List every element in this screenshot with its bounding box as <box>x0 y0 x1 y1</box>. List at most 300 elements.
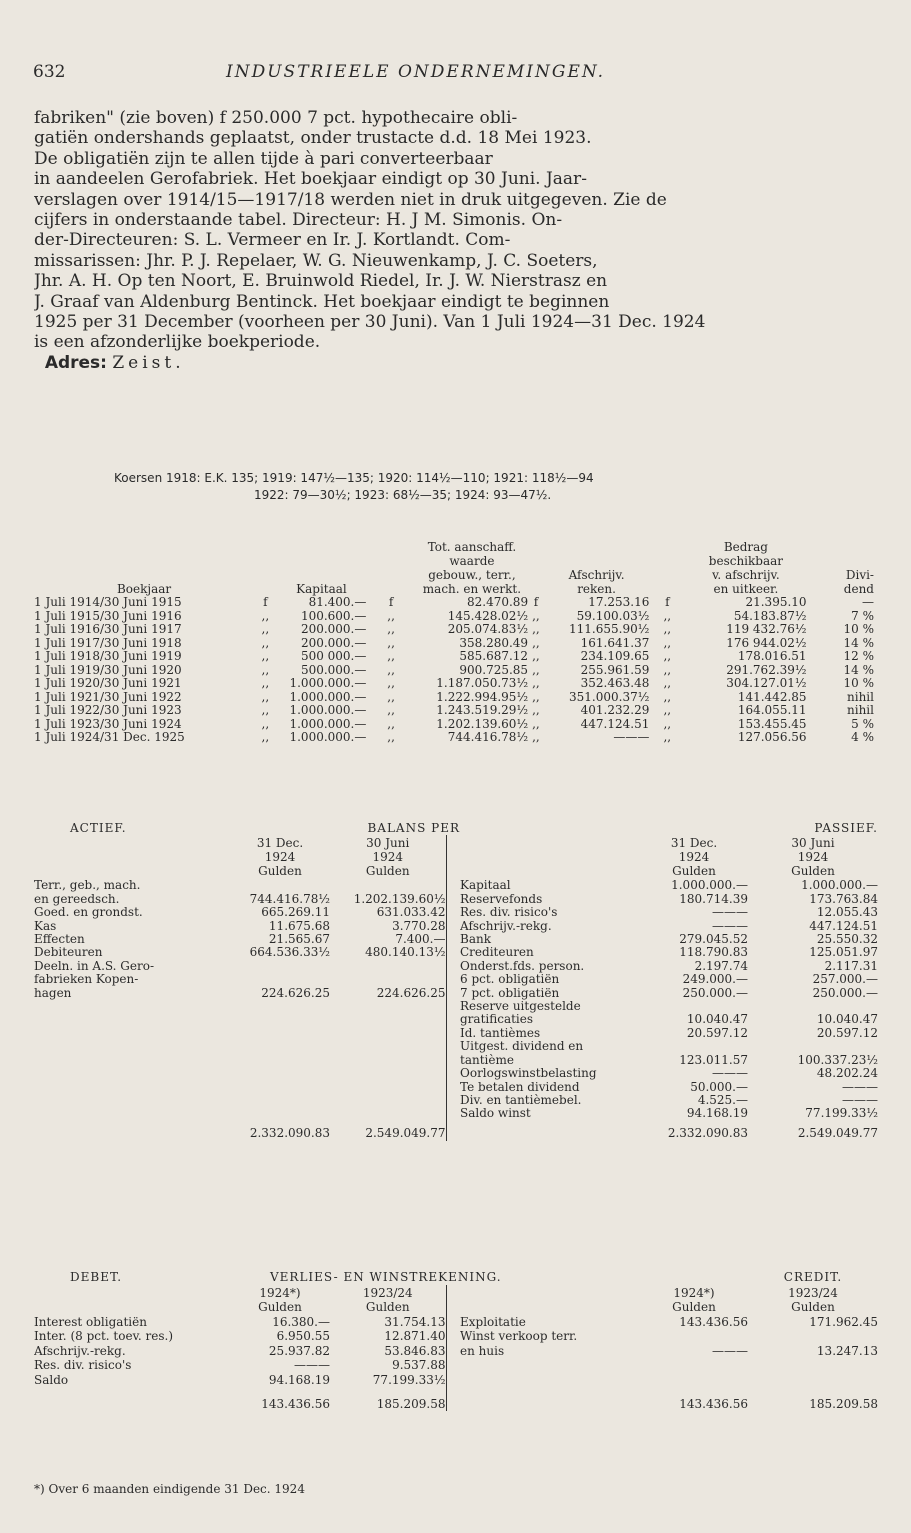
balance-row <box>34 1000 878 1013</box>
cell-dividend: 5 % <box>851 717 874 731</box>
passief-value-dec: 4.525.— <box>697 1093 748 1107</box>
actief-value-jun: 3.770.28 <box>392 919 446 933</box>
debet-value-1924: 6.950.55 <box>276 1329 330 1343</box>
cell-boekjaar: 1 Juli 1923/30 Juni 1924 <box>34 717 182 731</box>
cell-afschrijv: 111.655.90½ <box>569 623 650 636</box>
balance-divider <box>446 973 460 986</box>
cell-kap-prefix: ,, <box>261 636 270 650</box>
cell-aanschaf: 145.428.02½ <box>447 609 529 623</box>
actief-value-jun <box>330 1027 446 1040</box>
balance-row <box>34 960 878 973</box>
cell-bed-prefix: ,, <box>663 609 672 623</box>
cell-bed-prefix: ,, <box>663 717 672 731</box>
cell-bed-prefix: ,, <box>663 731 672 744</box>
cell-kap-prefix: ,, <box>261 623 270 636</box>
actief-value-dec: 665.269.11 <box>261 906 330 920</box>
balance-row <box>34 893 878 906</box>
prose-line: gatiën ondershands geplaatst, onder trustacte d.d. 18 Mei 1923. <box>34 128 592 149</box>
passief-item: gratificaties <box>460 1013 534 1027</box>
prose-line: De obligatiën zijn te allen tijde à pari converteerbaar <box>34 148 493 169</box>
prose-line: is een afzonderlijke boekperiode. <box>34 332 321 353</box>
prose-line: missarissen: Jhr. P. J. Repelaer, W. G. Nieuwenkamp, J. C. Soeters, <box>34 250 598 271</box>
cell-afs-prefix: ,, <box>532 704 540 717</box>
cell-afs-prefix: ,, <box>532 717 540 731</box>
passief-value-dec: 249.000.— <box>682 973 748 987</box>
prose-line: fabriken" (zie boven) f 250.000 7 pct. hypothecaire obli- <box>34 108 518 128</box>
pl-row <box>34 1315 878 1330</box>
cell-aan-prefix: ,, <box>387 731 395 744</box>
cell-kapitaal: 200.000.— <box>300 636 367 650</box>
actief-value-dec: 11.675.68 <box>268 919 330 933</box>
balance-row <box>34 1054 878 1067</box>
cell-afs-prefix: ,, <box>532 663 540 677</box>
credit-value-1924 <box>640 1329 748 1344</box>
cell-afs-prefix: ,, <box>532 677 540 690</box>
pl-col-headers <box>34 1285 878 1315</box>
total-d1: 143.436.56 <box>261 1396 330 1411</box>
cell-boekjaar: 1 Juli 1916/30 Juni 1917 <box>34 623 182 636</box>
cell-boekjaar: 1 Juli 1921/30 Juni 1922 <box>34 690 182 704</box>
credit-value-1924 <box>640 1373 748 1388</box>
cell-kapitaal: 1.000.000.— <box>289 690 367 704</box>
cell-bedrag: 141.442.85 <box>737 690 807 704</box>
cell-afschrijv: 17.253.16 <box>588 596 650 609</box>
passief-value-dec: 118.790.83 <box>679 946 748 960</box>
cell-aanschaf: 744.416.78½ <box>447 731 529 744</box>
pl-row <box>34 1358 878 1373</box>
actief-item: fabrieken Kopen- <box>34 973 139 987</box>
passief-item: Onderst.fds. person. <box>460 959 585 973</box>
passief-label: PASSIEF. <box>814 822 878 835</box>
table-row <box>34 650 874 664</box>
credit-value-1923: 171.962.45 <box>809 1314 878 1329</box>
cell-afschrijv: 255.961.59 <box>580 663 650 677</box>
actief-value-dec <box>230 1094 330 1107</box>
cell-afschrijv: ——— <box>613 731 650 744</box>
cell-afschrijv: 351.000.37½ <box>569 690 650 704</box>
cell-bed-prefix: f <box>665 596 670 609</box>
debet-label: DEBET. <box>70 1270 123 1284</box>
cell-dividend: 10 % <box>843 623 874 636</box>
prices-line-1: Koersen 1918: E.K. 135; 1919: 147½—135; 1920: 114½—110; 1921: 118½—94 <box>114 471 594 485</box>
cell-aanschaf: 585.687.12 <box>459 650 529 663</box>
balance-divider <box>446 1067 460 1080</box>
actief-value-dec: 744.416.78½ <box>249 892 330 906</box>
actief-value-jun <box>330 960 446 973</box>
cell-bedrag: 119 432.76½ <box>726 623 807 636</box>
table-row <box>34 596 874 610</box>
actief-item <box>34 1013 230 1026</box>
balance-sheet <box>34 822 878 1141</box>
cell-bedrag: 54.183.87½ <box>733 609 807 623</box>
cell-afs-prefix: ,, <box>532 650 540 663</box>
passief-item: Crediteuren <box>460 946 534 960</box>
prose-line: der-Directeuren: S. L. Vermeer en Ir. J. Kortlandt. Com- <box>34 230 511 251</box>
actief-value-dec <box>230 973 330 986</box>
credit-label: CREDIT. <box>783 1270 843 1284</box>
actief-value-jun <box>330 879 446 892</box>
passief-item: Res. div. risico's <box>460 906 558 920</box>
debet-value-1924: 16.380.— <box>272 1314 330 1329</box>
total-p2: 2.549.049.77 <box>797 1126 878 1141</box>
cell-kap-prefix: ,, <box>261 717 270 731</box>
cell-bedrag: 127.056.56 <box>737 731 807 744</box>
cell-boekjaar: 1 Juli 1922/30 Juni 1923 <box>34 704 182 717</box>
cell-aan-prefix: f <box>388 596 394 609</box>
balance-divider <box>446 879 460 892</box>
balance-col-headers <box>34 835 878 879</box>
balance-title: BALANS PER <box>367 822 460 835</box>
balance-divider <box>446 1013 460 1026</box>
credit-value-1923 <box>748 1373 878 1388</box>
cell-aan-prefix: ,, <box>387 690 395 704</box>
cell-kap-prefix: ,, <box>261 731 270 744</box>
passief-value-dec <box>640 1000 748 1013</box>
debet-value-1924: ——— <box>294 1358 330 1372</box>
debet-item: Res. div. risico's <box>34 1358 132 1372</box>
passief-value-dec: ——— <box>712 919 748 933</box>
cell-bed-prefix: ,, <box>663 623 672 636</box>
balance-divider <box>446 893 460 906</box>
actief-value-jun <box>330 1067 446 1080</box>
balance-row <box>34 973 878 986</box>
balance-row <box>34 1027 878 1040</box>
passief-value-jun: ——— <box>842 1080 878 1094</box>
cell-kap-prefix: ,, <box>261 609 270 623</box>
actief-value-dec <box>230 1027 330 1040</box>
balance-divider <box>446 1081 460 1094</box>
cell-aan-prefix: ,, <box>387 636 395 650</box>
passief-value-jun: 250.000.— <box>812 986 878 1000</box>
col-header-p1: 31 Dec. 1924 Gulden <box>670 836 718 879</box>
credit-value-1923 <box>748 1329 878 1344</box>
cell-boekjaar: 1 Juli 1917/30 Juni 1918 <box>34 636 182 650</box>
debet-item: Inter. (8 pct. toev. res.) <box>34 1329 174 1343</box>
actief-item: Effecten <box>34 933 85 947</box>
balance-divider <box>446 1027 460 1040</box>
cell-bedrag: 178.016.51 <box>737 650 807 663</box>
debet-item: Interest obligatiën <box>34 1314 147 1329</box>
balance-divider <box>446 920 460 933</box>
passief-value-jun: 100.337.23½ <box>797 1053 878 1067</box>
debet-value-1923: 31.754.13 <box>384 1314 446 1329</box>
balance-row <box>34 879 878 892</box>
cell-afs-prefix: ,, <box>532 636 540 650</box>
cell-kap-prefix: ,, <box>261 650 270 663</box>
footnote: *) Over 6 maanden eindigende 31 Dec. 1924 <box>34 1482 305 1496</box>
prose-line: cijfers in onderstaande tabel. Directeur: H. J M. Simonis. On- <box>34 209 563 230</box>
balance-totals <box>34 1121 878 1141</box>
cell-dividend: nihil <box>847 690 874 704</box>
prose-line: J. Graaf van Aldenburg Bentinck. Het boekjaar eindigt te beginnen <box>34 291 610 312</box>
pl-title-row <box>34 1270 878 1285</box>
actief-value-dec <box>230 1000 330 1013</box>
pl-divider <box>446 1373 460 1388</box>
cell-kapitaal: 500.000.— <box>300 663 367 677</box>
cell-bed-prefix: ,, <box>663 650 672 663</box>
balance-divider <box>446 1054 460 1067</box>
passief-value-dec: 250.000.— <box>682 986 748 1000</box>
cell-bed-prefix: ,, <box>663 677 672 690</box>
cell-afschrijv: 234.109.65 <box>580 650 650 663</box>
balance-row <box>34 906 878 919</box>
passief-item: Reserve uitgestelde <box>460 1000 581 1014</box>
passief-item: 7 pct. obligatiën <box>460 986 560 1000</box>
passief-value-jun <box>748 1040 878 1053</box>
cell-aanschaf: 82.470.89 <box>467 596 529 609</box>
cell-boekjaar: 1 Juli 1920/30 Juni 1921 <box>34 677 182 690</box>
cell-kapitaal: 100.600.— <box>300 609 367 623</box>
debet-value-1924: 25.937.82 <box>268 1343 330 1358</box>
passief-item: Reservefonds <box>460 892 543 906</box>
actief-item: en gereedsch. <box>34 892 120 906</box>
passief-item: Oorlogswinstbelasting <box>460 1067 597 1081</box>
prices-line-2: 1922: 79—30½; 1923: 68½—35; 1924: 93—47½. <box>254 488 552 502</box>
actief-value-jun <box>330 1000 446 1013</box>
cell-boekjaar: 1 Juli 1915/30 Juni 1916 <box>34 609 182 623</box>
passief-value-dec: 1.000.000.— <box>671 879 748 893</box>
table-row <box>34 623 874 637</box>
credit-value-1924: 143.436.56 <box>679 1314 748 1329</box>
actief-value-jun: 1.202.139.60½ <box>353 892 446 906</box>
actief-item <box>34 1054 230 1067</box>
passief-item: Id. tantièmes <box>460 1026 541 1040</box>
cell-bedrag: 176 944.02½ <box>726 636 807 650</box>
passief-value-dec: 123.011.57 <box>679 1053 748 1067</box>
total-d2: 185.209.58 <box>376 1396 446 1411</box>
actief-value-jun <box>330 1094 446 1107</box>
passief-value-dec: 180.714.39 <box>679 892 748 906</box>
table-row <box>34 637 874 651</box>
balance-divider <box>446 1040 460 1053</box>
passief-value-jun: ——— <box>842 1093 878 1107</box>
balance-row <box>34 1107 878 1120</box>
balance-row <box>34 987 878 1000</box>
actief-value-dec: 664.536.33½ <box>249 946 330 960</box>
cell-aanschaf: 1.243.519.29½ <box>436 704 529 717</box>
passief-value-jun: 25.550.32 <box>816 933 878 947</box>
balance-row <box>34 920 878 933</box>
cell-bedrag: 21.395.10 <box>745 596 807 609</box>
cell-dividend: 7 % <box>851 609 874 623</box>
balance-divider <box>446 1107 460 1120</box>
table-header <box>34 540 874 596</box>
balance-divider <box>446 987 460 1000</box>
passief-value-dec: 50.000.— <box>690 1080 748 1094</box>
col-header-p2: 30 Juni 1924 Gulden <box>791 836 835 879</box>
prose-line: verslagen over 1914/15—1917/18 werden niet in druk uitgegeven. Zie de <box>34 189 667 210</box>
actief-value-dec <box>230 960 330 973</box>
col-header-c1: 1924*) Gulden <box>672 1285 716 1314</box>
balance-divider <box>446 1094 460 1107</box>
actief-value-dec <box>230 1081 330 1094</box>
cell-kapitaal: 1.000.000.— <box>289 717 367 731</box>
cell-afs-prefix: ,, <box>532 731 540 744</box>
cell-dividend: — <box>862 596 874 609</box>
actief-value-dec <box>230 1013 330 1026</box>
passief-item: Bank <box>460 933 491 947</box>
passief-value-jun: 77.199.33½ <box>805 1107 878 1121</box>
actief-value-dec <box>230 1054 330 1067</box>
balance-divider <box>446 960 460 973</box>
cell-afs-prefix: ,, <box>532 690 540 704</box>
actief-value-jun: 480.140.13½ <box>365 946 446 960</box>
cell-dividend: 4 % <box>851 731 874 744</box>
total-p1: 2.332.090.83 <box>667 1126 748 1141</box>
col-header-d1: 1924*) Gulden <box>258 1285 302 1314</box>
passief-value-dec: 94.168.19 <box>686 1107 748 1121</box>
actief-item <box>34 1107 230 1120</box>
cell-boekjaar: 1 Juli 1918/30 Juni 1919 <box>34 650 182 663</box>
cell-kapitaal: 1.000.000.— <box>289 677 367 690</box>
debet-value-1923: 53.846.83 <box>384 1343 446 1358</box>
credit-value-1924 <box>640 1358 748 1373</box>
actief-item <box>34 1027 230 1040</box>
actief-value-jun <box>330 1107 446 1120</box>
passief-value-dec: ——— <box>712 1067 748 1081</box>
credit-item <box>460 1373 640 1388</box>
cell-afs-prefix: ,, <box>532 609 540 623</box>
cell-aan-prefix: ,, <box>387 704 395 717</box>
actief-value-jun <box>330 1081 446 1094</box>
passief-value-jun: 1.000.000.— <box>801 879 878 893</box>
credit-value-1923 <box>748 1358 878 1373</box>
cell-dividend: 14 % <box>843 636 874 650</box>
cell-afschrijv: 161.641.37 <box>580 636 650 650</box>
table-row <box>34 677 874 691</box>
pl-divider <box>446 1358 460 1373</box>
balance-row <box>34 946 878 959</box>
actief-value-dec <box>230 1040 330 1053</box>
passief-item: tantième <box>460 1053 514 1067</box>
cell-afs-prefix: f <box>533 596 539 609</box>
passief-item: Saldo winst <box>460 1107 531 1121</box>
cell-kap-prefix: ,, <box>261 704 270 717</box>
total-c1: 143.436.56 <box>679 1396 748 1411</box>
credit-item: Exploitatie <box>460 1314 526 1329</box>
passief-value-dec: 10.040.47 <box>686 1013 748 1027</box>
cell-dividend: 12 % <box>843 650 874 663</box>
balance-row <box>34 1094 878 1107</box>
cell-boekjaar: 1 Juli 1919/30 Juni 1920 <box>34 663 182 677</box>
passief-value-jun: 447.124.51 <box>809 919 878 933</box>
passief-item: Div. en tantièmebel. <box>460 1093 582 1107</box>
cell-bedrag: 291.762.39½ <box>726 663 807 677</box>
passief-item: Afschrijv.-rekg. <box>460 919 552 933</box>
debet-item: Afschrijv.-rekg. <box>34 1343 126 1358</box>
passief-value-jun: 257.000.— <box>812 973 878 987</box>
actief-value-jun <box>330 973 446 986</box>
col-header-a1: 31 Dec. 1924 Gulden <box>256 836 304 879</box>
balance-row <box>34 1081 878 1094</box>
passief-value-jun: 48.202.24 <box>816 1067 878 1081</box>
cell-aan-prefix: ,, <box>387 717 395 731</box>
pl-totals <box>34 1387 878 1411</box>
passief-value-jun: 2.117.31 <box>824 959 878 973</box>
balance-title-row <box>34 822 878 835</box>
cell-afschrijv: 401.232.29 <box>580 704 650 717</box>
cell-kapitaal: 1.000.000.— <box>289 704 367 717</box>
passief-item: Uitgest. dividend en <box>460 1040 584 1054</box>
actief-item <box>34 1094 230 1107</box>
cell-aanschaf: 1.187.050.73½ <box>436 677 529 690</box>
balance-row <box>34 933 878 946</box>
prose-line: 1925 per 31 December (voorheen per 30 Juni). Van 1 Juli 1924—31 Dec. 1924 <box>34 311 706 332</box>
passief-value-dec: 279.045.52 <box>679 933 748 947</box>
running-title: INDUSTRIEELE ONDERNEMINGEN. <box>226 62 606 82</box>
actief-item: Terr., geb., mach. <box>34 879 141 893</box>
actief-label: ACTIEF. <box>70 822 127 835</box>
passief-value-dec <box>640 1040 748 1053</box>
balance-divider <box>446 933 460 946</box>
table-row <box>34 691 874 705</box>
passief-value-dec: 2.197.74 <box>694 959 748 973</box>
cell-dividend: 14 % <box>843 663 874 677</box>
address-value: Zeist. <box>112 352 185 373</box>
col-header-c2: 1923/24 Gulden <box>788 1285 838 1314</box>
passief-item: Kapitaal <box>460 879 511 893</box>
cell-kap-prefix: ,, <box>261 663 270 677</box>
actief-item: Deeln. in A.S. Gero- <box>34 959 155 973</box>
cell-kapitaal: 500 000.— <box>300 650 367 663</box>
cell-dividend: nihil <box>847 704 874 717</box>
actief-item <box>34 1040 230 1053</box>
table-row <box>34 704 874 718</box>
cell-dividend: 10 % <box>843 677 874 690</box>
table-row <box>34 718 874 732</box>
table-row <box>34 664 874 678</box>
passief-item: 6 pct. obligatiën <box>460 973 560 987</box>
col-header-bedrag: Bedrag beschikbaar v. afschrijv. en uitkeer. <box>708 540 784 596</box>
cell-kapitaal: 200.000.— <box>300 623 367 636</box>
actief-value-dec <box>230 1107 330 1120</box>
credit-item: Winst verkoop terr. <box>460 1329 578 1343</box>
cell-boekjaar: 1 Juli 1914/30 Juni 1915 <box>34 596 182 609</box>
total-a2: 2.549.049.77 <box>365 1126 446 1141</box>
actief-value-dec: 224.626.25 <box>261 986 330 1000</box>
col-header-a2: 30 Juni 1924 Gulden <box>365 836 410 879</box>
actief-value-jun <box>330 1013 446 1026</box>
address-line <box>34 353 880 373</box>
actief-value-jun: 224.626.25 <box>376 986 446 1000</box>
passief-value-jun: 173.763.84 <box>809 892 878 906</box>
profit-loss-account <box>34 1270 878 1411</box>
balance-divider <box>446 906 460 919</box>
page-header <box>0 62 911 90</box>
cell-aan-prefix: ,, <box>387 623 395 636</box>
cell-aanschaf: 1.202.139.60½ <box>436 717 529 731</box>
cell-kap-prefix: f <box>263 596 268 609</box>
passief-value-jun: 10.040.47 <box>816 1013 878 1027</box>
prose-line: Jhr. A. H. Op ten Noort, E. Bruinwold Riedel, Ir. J. W. Nierstrasz en <box>34 271 608 292</box>
total-a1: 2.332.090.83 <box>249 1126 330 1141</box>
passief-value-jun: 12.055.43 <box>816 906 878 920</box>
col-header-kapitaal: Kapitaal <box>296 581 347 596</box>
share-prices <box>114 470 884 504</box>
debet-value-1924: 94.168.19 <box>268 1372 330 1387</box>
debet-value-1923: 77.199.33½ <box>372 1372 446 1387</box>
pl-divider <box>446 1329 460 1344</box>
credit-item <box>460 1358 640 1373</box>
col-header-dividend: Divi- dend <box>843 568 874 596</box>
total-c2: 185.209.58 <box>809 1396 878 1411</box>
col-header-afschrijv: Afschrijv. reken. <box>568 568 625 596</box>
passief-value-jun: 20.597.12 <box>816 1026 878 1040</box>
page-number: 632 <box>33 62 66 82</box>
pl-row <box>34 1373 878 1388</box>
actief-value-jun <box>330 1040 446 1053</box>
prose-line: in aandeelen Gerofabriek. Het boekjaar eindigt op 30 Juni. Jaar- <box>34 169 587 190</box>
